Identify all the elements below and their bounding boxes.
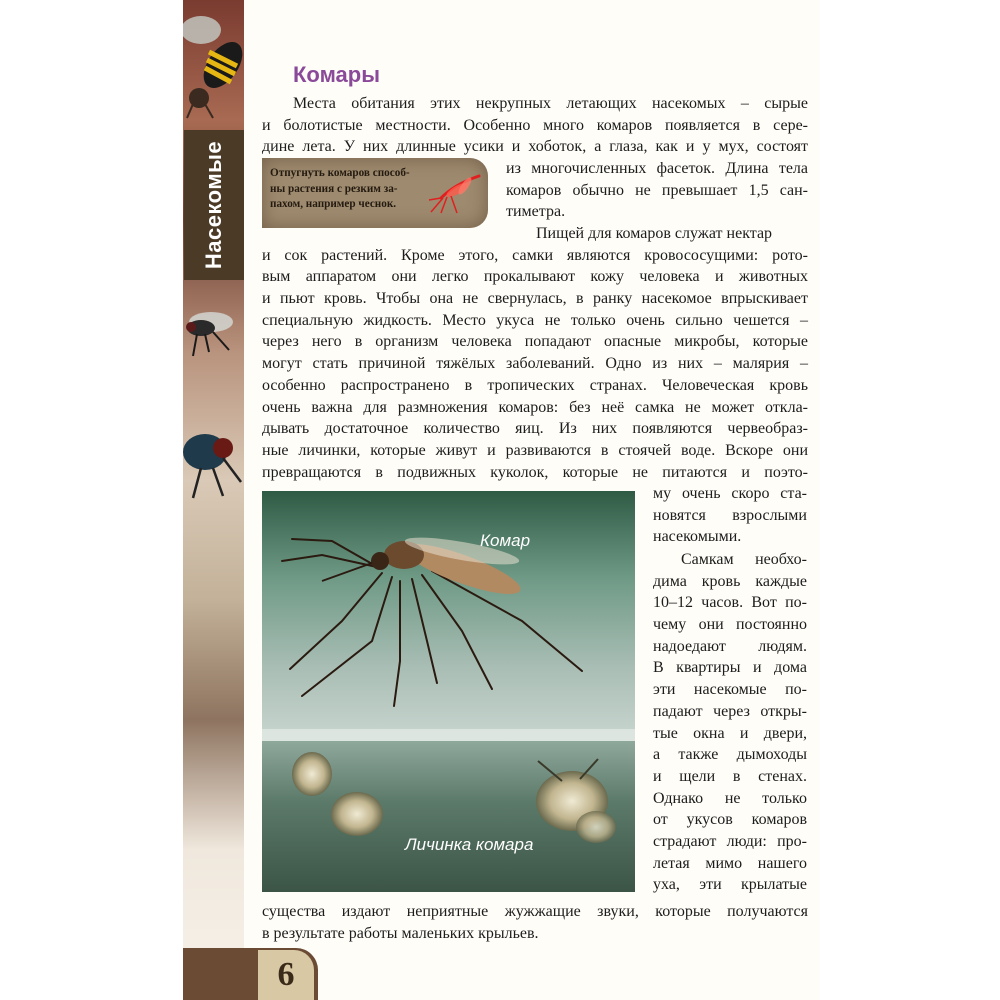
paragraph-blood-tail bbox=[262, 901, 808, 944]
text-line: очень важна для размножения комаров: без неё самка не может откла- bbox=[262, 398, 808, 416]
text-line: из многочисленных фасеток. Длина тела bbox=[506, 160, 808, 177]
text-line: в результате работы маленьких крыльев. bbox=[262, 924, 539, 942]
paragraph-feeding-continued bbox=[653, 483, 807, 548]
text-line: тиметра. bbox=[506, 203, 566, 221]
text-line: и сок растений. Кроме этого, самки являются кровососущими: рото- bbox=[262, 246, 808, 264]
text-line: особенно распространено в тропических странах. Человеческая кровь bbox=[262, 376, 808, 394]
text-line: Пищей для комаров служат нектар bbox=[536, 225, 773, 242]
section-side-label bbox=[184, 130, 244, 280]
tip-line: ны растения с резким за- bbox=[270, 182, 398, 195]
text-line: дима кровь каждые bbox=[653, 572, 807, 590]
text-line: превращаются в подвижных куколок, которые не питаются и поэто- bbox=[262, 463, 808, 481]
text-line: вым аппаратом они легко прокалывают кожу человека и животных bbox=[262, 268, 808, 286]
section-side-label-text: Насекомые bbox=[201, 140, 226, 270]
text-line: дывать достаточное количество яиц. Из них появляются червеобраз- bbox=[262, 420, 808, 438]
text-line: и болотистые местности. Особенно много комаров появляется в сере- bbox=[262, 116, 808, 134]
text-line: могут стать причиной тяжёлых заболеваний. Одно из них – малярия – bbox=[262, 355, 808, 373]
text-line: Однако не только bbox=[653, 789, 807, 807]
text-line: и щели в стенах. bbox=[653, 767, 807, 785]
page-number: 6 bbox=[258, 950, 314, 1000]
tip-text bbox=[270, 166, 432, 213]
text-line: через него в организм человека попадают опасные микробы, которые bbox=[262, 333, 808, 351]
paragraph-intro bbox=[262, 93, 808, 158]
text-line: от укусов комаров bbox=[653, 811, 807, 829]
text-line: новятся взрослыми bbox=[653, 506, 807, 524]
mosquito-illustration bbox=[262, 491, 635, 892]
paragraph-intro-continued bbox=[506, 158, 808, 223]
text-line: и пьют кровь. Чтобы она не свернулась, в ранку насекомое впрыскивает bbox=[262, 290, 808, 308]
text-line: существа издают неприятные жужжащие звуки, которые получаются bbox=[262, 903, 808, 920]
text-line: комаров обычно не превышает 1,5 сан- bbox=[506, 181, 808, 199]
text-line: специальную жидкость. Место укуса не только очень сильно чешется – bbox=[262, 311, 808, 329]
text-line: му очень скоро ста- bbox=[653, 485, 807, 502]
wasp-illustration bbox=[183, 0, 244, 120]
text-line: эти насекомые по- bbox=[653, 681, 807, 699]
text-line: Самкам необхо- bbox=[681, 551, 807, 568]
mosquito-figure bbox=[262, 491, 635, 892]
text-line: 10–12 часов. Вот по- bbox=[653, 594, 807, 612]
text-line: Места обитания этих некрупных летающих насекомых – сырые bbox=[293, 95, 808, 112]
article-title: Комары bbox=[293, 62, 381, 87]
mosquito-icon bbox=[427, 172, 483, 214]
bluebottle-fly-illustration bbox=[183, 412, 244, 502]
text-line: чему они постоянно bbox=[653, 616, 807, 634]
text-line: ные личинки, которые живут и развиваются в стоячей воде. Вскоре они bbox=[262, 441, 808, 459]
paragraph-blood bbox=[653, 549, 807, 896]
tip-line: пахом, например чеснок. bbox=[270, 198, 397, 210]
fly-illustration bbox=[183, 300, 244, 360]
text-line: а также дымоходы bbox=[653, 746, 807, 764]
text-line: падают через откры- bbox=[653, 702, 807, 720]
text-line: страдают люди: про- bbox=[653, 832, 807, 850]
text-line: уха, эти крылатые bbox=[653, 876, 807, 894]
text-line: тые окна и двери, bbox=[653, 724, 807, 742]
text-line: В квартиры и дома bbox=[653, 659, 807, 677]
tip-line: Отпугнуть комаров способ- bbox=[270, 167, 410, 179]
text-line: летая мимо нашего bbox=[653, 854, 807, 872]
figure-label-mosquito: Комар bbox=[480, 531, 531, 550]
figure-label-larva: Личинка комара bbox=[405, 835, 534, 854]
text-line: дине лета. У них длинные усики и хоботок, а глаза, как и у мух, состоят bbox=[262, 138, 808, 156]
text-line: насекомыми. bbox=[653, 528, 742, 546]
text-line: надоедают людям. bbox=[653, 637, 807, 655]
paragraph-feeding bbox=[262, 223, 808, 483]
